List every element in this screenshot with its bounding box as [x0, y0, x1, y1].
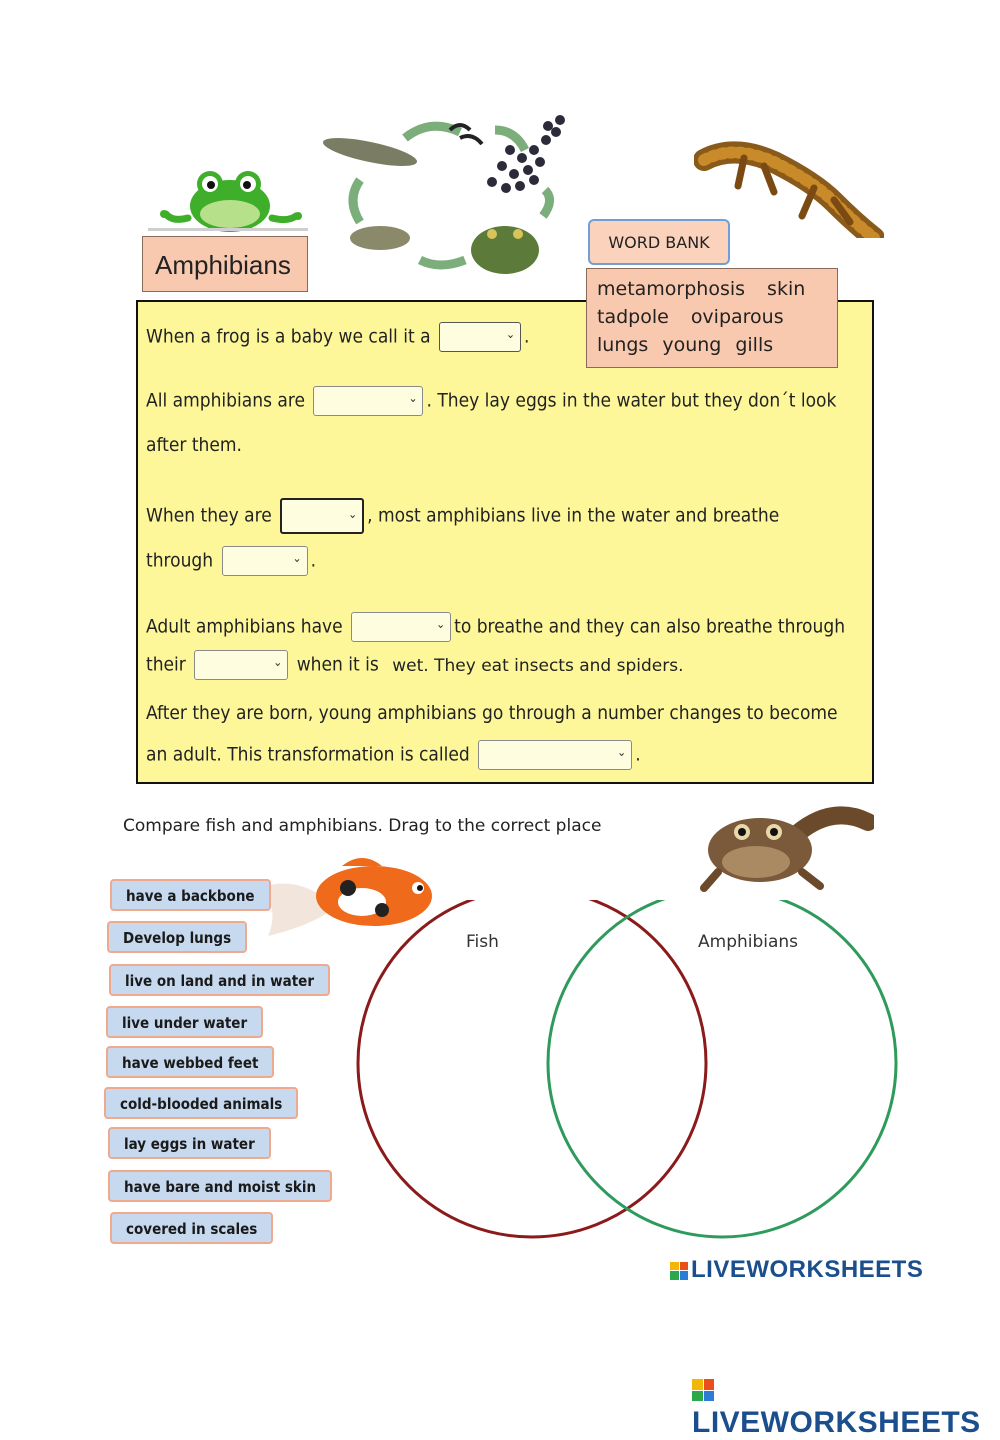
brown-frog-image	[698, 792, 874, 894]
word-bank-row	[597, 275, 837, 303]
word-bank-row	[597, 331, 837, 359]
sentence-4-continued	[146, 650, 684, 680]
fish-label: Fish	[466, 932, 499, 952]
sentence-4	[146, 612, 845, 642]
answer-dropdown-1[interactable]	[439, 322, 521, 352]
sentence-5	[146, 702, 838, 724]
drag-tag-scales[interactable]: covered in scales	[110, 1212, 273, 1244]
sentence-text: wet. They eat insects and spiders.	[392, 655, 684, 676]
answer-dropdown-2[interactable]	[313, 386, 423, 416]
liveworksheets-footer-logo	[692, 1372, 1000, 1440]
sentence-text: .	[310, 549, 316, 572]
frog-life-cycle-image	[310, 110, 580, 295]
sentence-text: .	[524, 325, 530, 348]
chevron-down-icon: ⌄	[505, 327, 516, 341]
sentence-text: through	[146, 549, 214, 572]
logo-icon	[670, 1262, 688, 1280]
logo-icon	[692, 1379, 714, 1401]
drag-tag-land-and-water[interactable]: live on land and in water	[109, 964, 330, 996]
drag-tag-under-water[interactable]: live under water	[106, 1006, 263, 1038]
drag-tag-lay-eggs[interactable]: lay eggs in water	[108, 1127, 271, 1159]
answer-dropdown-5[interactable]	[351, 612, 451, 642]
sentence-text: When they are	[146, 504, 272, 527]
word-bank-row	[597, 303, 837, 331]
sentence-text: , most amphibians live in the water and breathe	[367, 504, 780, 527]
word-bank-word: gills	[735, 334, 774, 356]
word-bank-word: metamorphosis	[597, 278, 746, 300]
sentence-1	[146, 322, 529, 352]
brand-text: LIVEWORKSHEETS	[691, 1256, 924, 1283]
word-bank-word: young	[662, 334, 722, 356]
sentence-text: When a frog is a baby we call it a	[146, 325, 431, 348]
venn-diagram	[350, 900, 910, 1250]
answer-dropdown-4[interactable]	[222, 546, 308, 576]
sentence-3-continued	[146, 546, 316, 576]
sentence-5-continued	[146, 740, 641, 770]
answer-dropdown-3[interactable]	[280, 498, 364, 534]
word-bank-word: oviparous	[690, 306, 784, 328]
sentence-text: .	[635, 743, 641, 766]
sentence-text: when it is	[296, 653, 379, 676]
fill-in-panel	[136, 300, 874, 784]
chevron-down-icon: ⌄	[617, 745, 627, 759]
drag-tag-cold-blooded[interactable]: cold-blooded animals	[104, 1087, 298, 1119]
fish-circle[interactable]	[358, 900, 706, 1237]
sentence-text: All amphibians are	[146, 389, 306, 412]
word-bank-word: skin	[767, 278, 806, 300]
page-title: Amphibians	[142, 236, 308, 292]
amphibians-label: Amphibians	[698, 932, 799, 952]
sentence-text: After they are born, young amphibians go through a number changes to become	[146, 702, 838, 724]
sentence-2	[146, 386, 836, 416]
sentence-text: their	[146, 653, 186, 676]
answer-dropdown-7[interactable]	[478, 740, 632, 770]
sentence-text: an adult. This transformation is called	[146, 743, 470, 766]
sentence-2-continued	[146, 434, 242, 456]
word-bank	[586, 268, 838, 368]
word-bank-word: tadpole	[597, 306, 669, 328]
liveworksheets-logo	[670, 1256, 923, 1284]
chevron-down-icon: ⌄	[408, 391, 418, 405]
sentence-text: . They lay eggs in the water but they don´t look	[426, 389, 837, 412]
chevron-down-icon: ⌄	[436, 617, 446, 631]
drag-tag-develop-lungs[interactable]: Develop lungs	[107, 921, 247, 953]
chevron-down-icon: ⌄	[348, 507, 358, 521]
compare-instruction: Compare fish and amphibians. Drag to the correct place	[123, 816, 602, 836]
tree-frog-image	[148, 158, 308, 238]
sentence-text: Adult amphibians have	[146, 615, 343, 638]
brand-text: LIVEWORKSHEETS	[692, 1406, 981, 1439]
drag-tag-backbone[interactable]: have a backbone	[110, 879, 271, 911]
sentence-text: after them.	[146, 434, 242, 456]
chevron-down-icon: ⌄	[292, 551, 302, 565]
drag-tag-webbed-feet[interactable]: have webbed feet	[106, 1046, 274, 1078]
chevron-down-icon: ⌄	[273, 655, 283, 669]
sentence-3	[146, 498, 779, 534]
answer-dropdown-6[interactable]	[194, 650, 288, 680]
word-bank-word: lungs	[597, 334, 649, 356]
drag-tag-moist-skin[interactable]: have bare and moist skin	[108, 1170, 332, 1202]
sentence-text: to breathe and they can also breathe through	[454, 615, 846, 638]
word-bank-title: WORD BANK	[588, 219, 730, 265]
